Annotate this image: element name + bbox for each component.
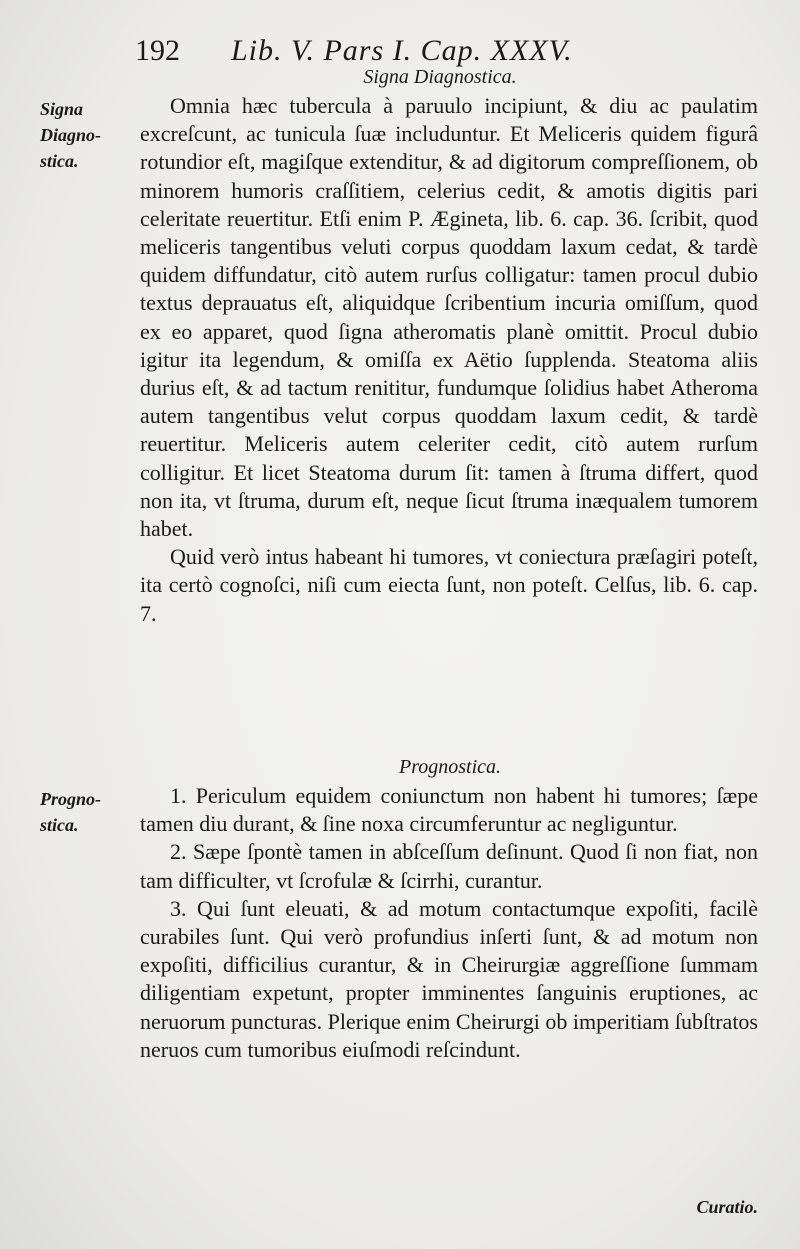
section-heading-signa: Signa Diagnostica. xyxy=(363,66,517,88)
margin-note-signa: Signa Diagno-stica. xyxy=(40,99,102,171)
body-text-prognostica xyxy=(140,782,758,1064)
paragraph: 2. Sæpe ſpontè tamen in abſceſſum deſinunt. Quod ſi non fiat, non tam difficulter, vt ſcrofulæ & ſcirrhi, curantur. xyxy=(140,839,758,893)
paragraph: 3. Qui ſunt eleuati, & ad motum contactumque expoſiti, facilè curabiles ſunt. Qui verò profundius inſerti ſunt, & ad motum non expoſiti, difficilius curantur, & in Cheirurgiæ aggreſſione ſummam diligentiam expetunt, propter imminentes ſanguinis eruptiones, ac neruorum puncturas. Plerique enim Cheirurgi ob imperitiam ſubſtratos neruos cum tumoribus eiuſmodi reſcindunt. xyxy=(140,895,758,1062)
paragraph: 1. Periculum equidem coniunctum non habent hi tumores; ſæpe tamen diu durant, & ſine noxa circumferuntur ac negliguntur. xyxy=(140,783,758,837)
margin-note-prognostica: Progno-stica. xyxy=(40,789,102,835)
paragraph: Quid verò intus habeant hi tumores, vt coniectura præſagiri poteſt, ita certò cognoſci, niſi cum eiecta ſunt, non poteſt. Celſus, lib. 6. cap. 7. xyxy=(140,544,758,626)
running-head: Lib. V. Pars I. Cap. XXXV. xyxy=(231,34,573,67)
page-number: 192 xyxy=(135,34,180,67)
page-header xyxy=(135,28,655,68)
section-heading-prognostica: Prognostica. xyxy=(398,756,502,778)
paragraph: Omnia hæc tubercula à paruulo incipiunt, & diu ac paulatim excreſcunt, ac tunicula ſuæ includuntur. Et Meliceris quidem figurâ rotundior eſt, magiſque extenditur, & ad digitorum compreſſionem, ob minorem humoris craſſitiem, celerius cedit, & amotis digitis pari celeritate reuertitur. Etſi enim P. Ægineta, lib. 6. cap. 36. ſcribit, quod meliceris tangentibus veluti corpus quoddam laxum cedat, & tardè quidem diffundatur, citò autem rurſus colligatur: tamen procul dubio textus deprauatus eſt, aliquidque ſcribentium incuria omiſſum, quod ex eo apparet, quod ſigna atheromatis planè omittit. Procul dubio igitur ita legendum, & omiſſa ex Aëtio ſupplenda. Steatoma aliis durius eſt, & ad tactum renititur, fundumque ſolidius habet Atheroma autem tangentibus velut corpus quoddam laxum cedit, & tardè reuertitur. Meliceris autem celeriter cedit, citò autem rurſum colligitur. Et licet Steatoma durum ſit: tamen à ſtruma differt, quod non ita, vt ſtruma, durum eſt, neque ſicut ſtruma inæqualem tumorem habet. xyxy=(140,93,758,542)
catchword: Curatio. xyxy=(696,1197,758,1217)
body-text-signa xyxy=(140,92,758,628)
